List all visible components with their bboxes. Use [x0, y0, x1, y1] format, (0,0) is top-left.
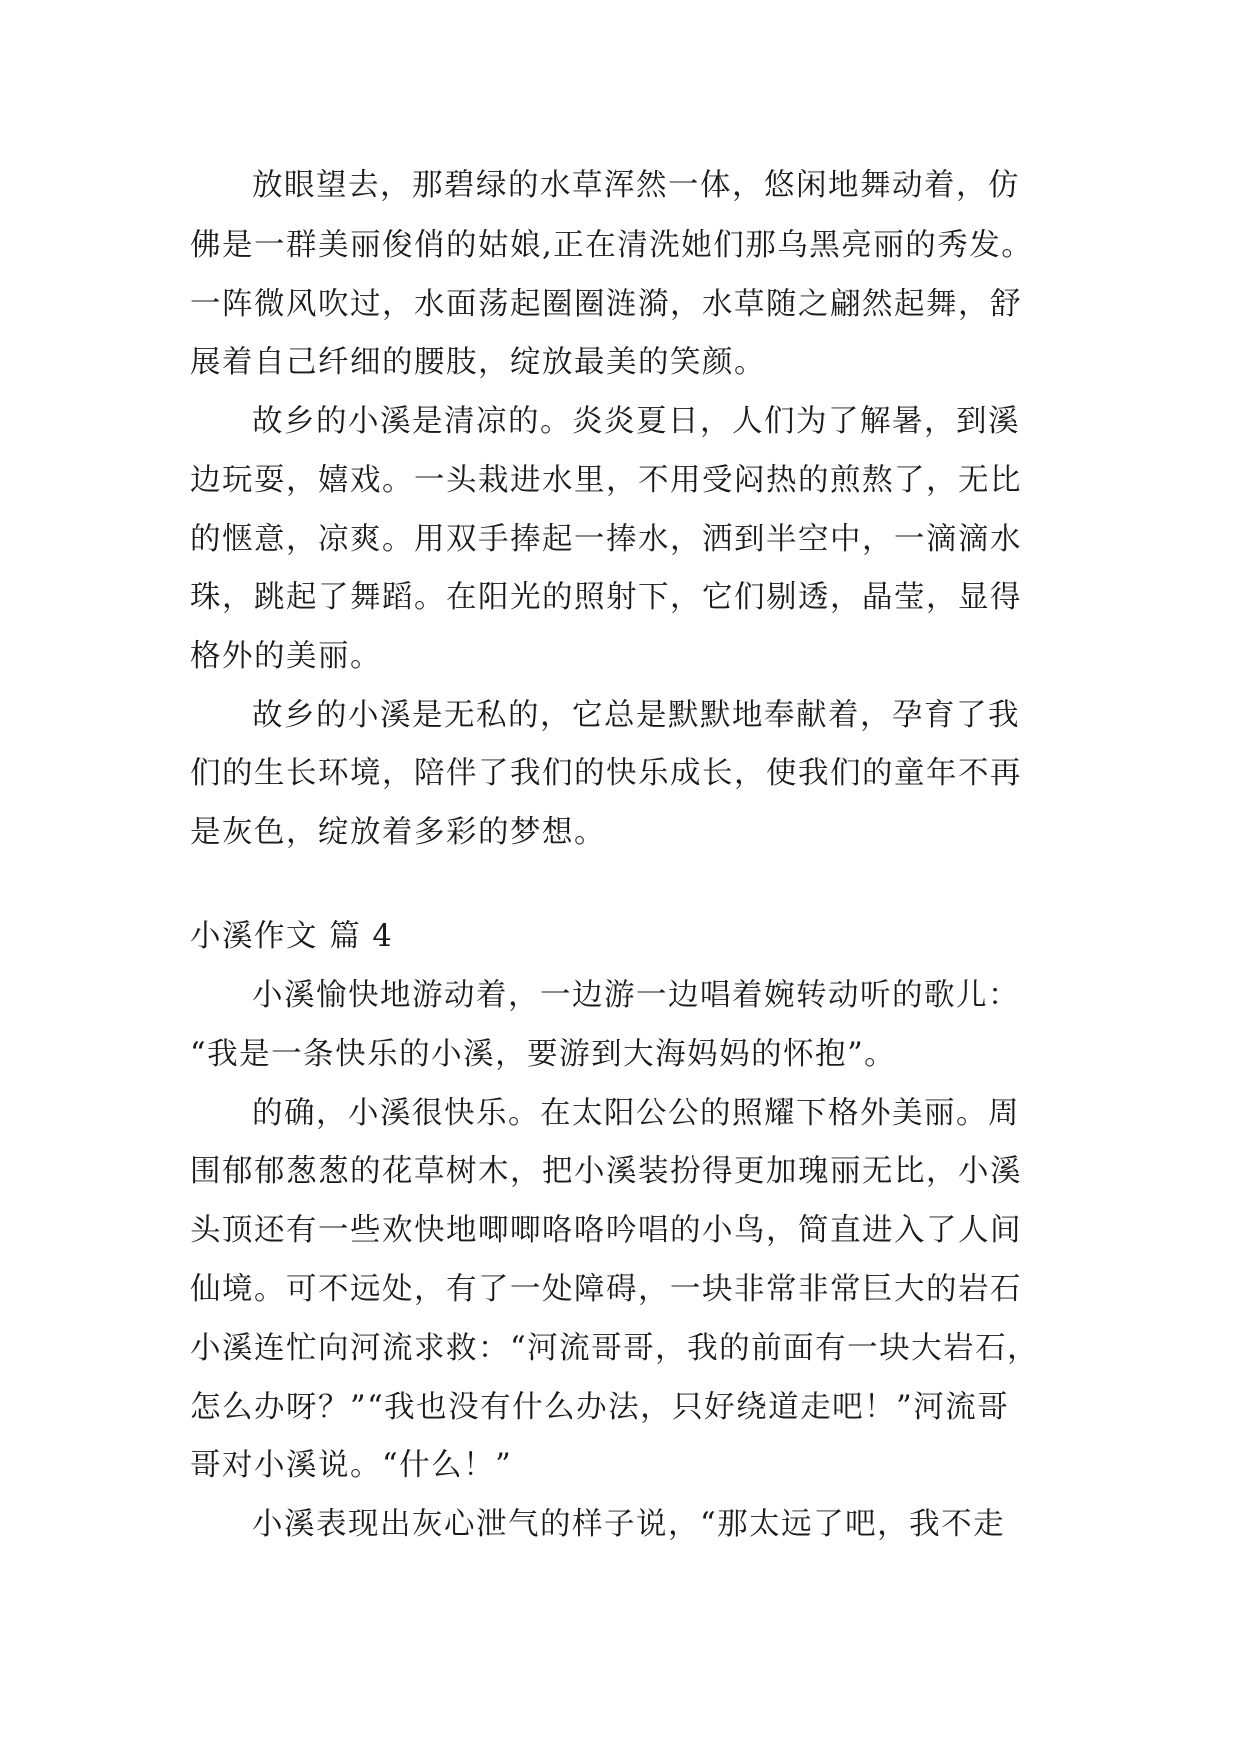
paragraph-line: 的惬意，凉爽。用双手捧起一捧水，洒到半空中，一滴滴水 [190, 522, 1022, 557]
paragraph-line: 头顶还有一些欢快地唧唧咯咯吟唱的小鸟，简直进入了人间 [190, 1213, 1022, 1248]
paragraph-line: 仙境。可不远处，有了一处障碍，一块非常非常巨大的岩石 [190, 1272, 1022, 1307]
paragraph-line: 的确，小溪很快乐。在太阳公公的照耀下格外美丽。周 [252, 1096, 1020, 1131]
paragraph-line: 边玩耍，嬉戏。一头栽进水里，不用受闷热的煎熬了，无比 [190, 463, 1022, 498]
paragraph-line: 一阵微风吹过，水面荡起圈圈涟漪，水草随之翩然起舞，舒 [190, 287, 1022, 322]
section-heading: 小溪作文 篇 4 [190, 919, 394, 954]
paragraph-line: 小溪愉快地游动着，一边游一边唱着婉转动听的歌儿： [252, 978, 1020, 1013]
paragraph-line: 围郁郁葱葱的花草树木，把小溪装扮得更加瑰丽无比，小溪 [190, 1154, 1022, 1189]
paragraph-line: 放眼望去，那碧绿的水草浑然一体，悠闲地舞动着，仿 [252, 168, 1020, 203]
paragraph-line: 是灰色，绽放着多彩的梦想。 [190, 815, 606, 850]
paragraph-line: 哥对小溪说。“什么！” [190, 1448, 513, 1483]
paragraph-line: 格外的美丽。 [190, 639, 382, 674]
paragraph-line: 怎么办呀？”“我也没有什么办法，只好绕道走吧！”河流哥 [190, 1390, 1010, 1425]
paragraph-line: “我是一条快乐的小溪，要游到大海妈妈的怀抱”。 [190, 1037, 897, 1072]
paragraph-line: 小溪表现出灰心泄气的样子说，“那太远了吧，我不走 [252, 1507, 1006, 1542]
paragraph-line: 展着自己纤细的腰肢，绽放最美的笑颜。 [190, 345, 766, 380]
paragraph-line: 故乡的小溪是无私的，它总是默默地奉献着，孕育了我 [252, 698, 1020, 733]
paragraph-line: 故乡的小溪是清凉的。炎炎夏日，人们为了解暑，到溪 [252, 404, 1020, 439]
paragraph-line: 小溪连忙向河流求救：“河流哥哥，我的前面有一块大岩石， [190, 1331, 1040, 1366]
paragraph-line: 珠，跳起了舞蹈。在阳光的照射下，它们剔透，晶莹，显得 [190, 580, 1022, 615]
paragraph-line: 佛是一群美丽俊俏的姑娘,正在清洗她们那乌黑亮丽的秀发。 [190, 228, 1034, 263]
paragraph-line: 们的生长环境，陪伴了我们的快乐成长，使我们的童年不再 [190, 756, 1022, 791]
